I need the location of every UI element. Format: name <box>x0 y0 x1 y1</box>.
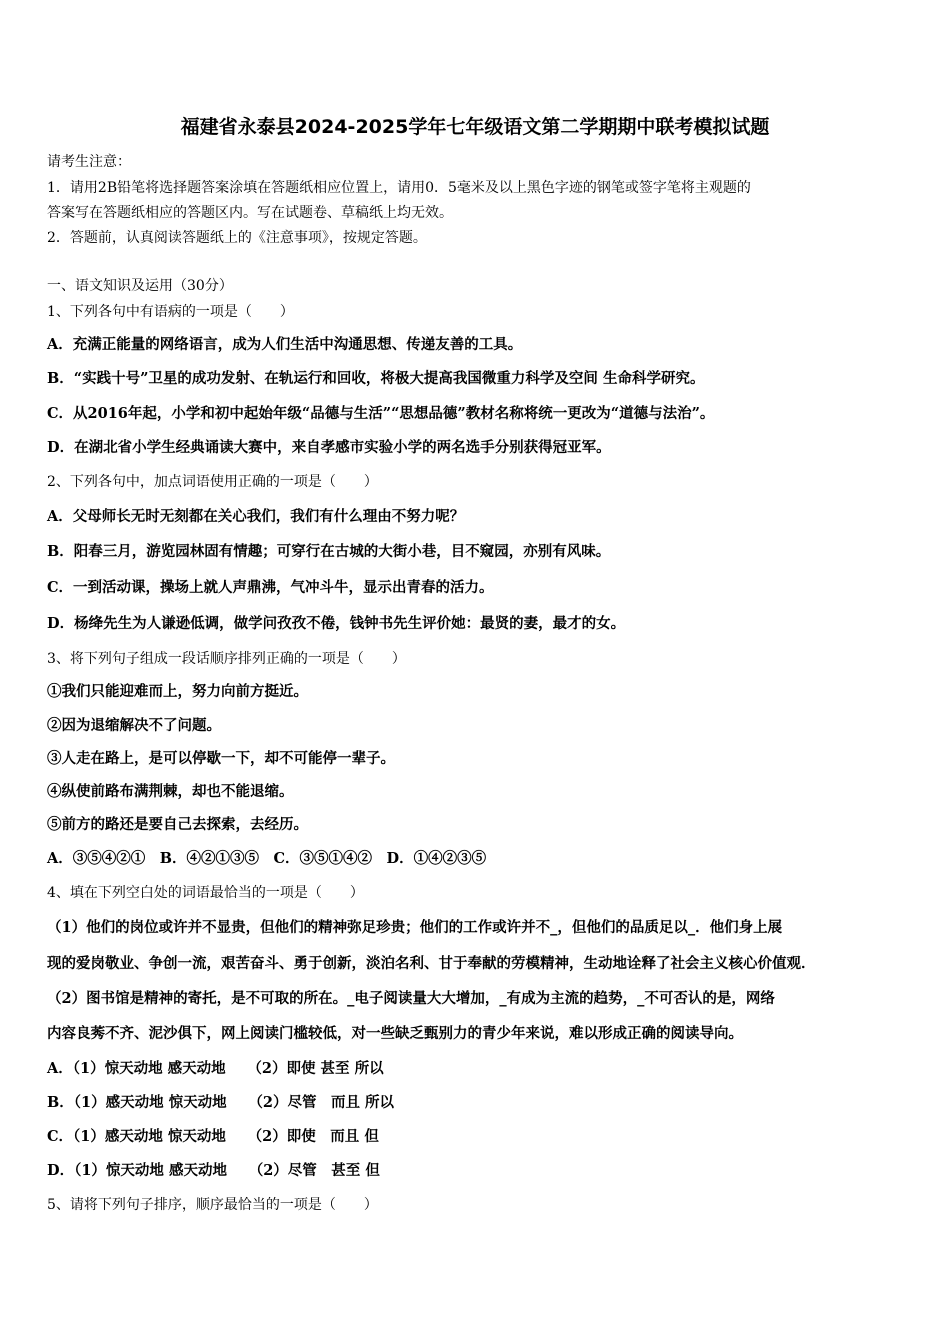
question-3-sentence-5: ⑤前方的路还是要自己去探索，去经历。 <box>47 816 308 833</box>
question-2-option-a: A．父母师长无时无刻都在关心我们，我们有什么理由不努力呢？ <box>47 508 465 525</box>
question-3-sentence-2: ②因为退缩解决不了问题。 <box>47 717 221 734</box>
notice-line-3: 2．答题前，认真阅读答题纸上的《注意事项》，按规定答题。 <box>47 230 427 246</box>
question-1-option-a: A．充满正能量的网络语言，成为人们生活中沟通思想、传递友善的工具。 <box>47 336 523 353</box>
question-1-option-d: D．在湖北省小学生经典诵读大赛中，来自孝感市实验小学的两名选手分别获得冠亚军。 <box>47 439 611 456</box>
notice-heading: 请考生注意： <box>47 154 131 170</box>
question-5-stem: 5、请将下列句子排序，顺序最恰当的一项是（ ） <box>47 1197 378 1213</box>
question-1-option-b: B．“实践十号”卫星的成功发射、在轨运行和回收，将极大提高我国微重力科学及空间 生命科学研究。 <box>47 370 705 387</box>
question-4-passage-2-line-2: 内容良莠不齐、泥沙俱下，网上阅读门槛较低，对一些缺乏甄别力的青少年来说，难以形成正确的阅读导向。 <box>47 1025 743 1042</box>
question-3-sentence-1: ①我们只能迎难而上，努力向前方挺近。 <box>47 683 308 700</box>
question-4-passage-1-line-1: （1）他们的岗位或许并不显贵，但他们的精神弥足珍贵；他们的工作或许并不_，但他们的品质足以_．他们身上展 <box>47 919 783 936</box>
question-2-option-b: B．阳春三月，游览园林固有情趣；可穿行在古城的大街小巷，目不窥园，亦别有风味。 <box>47 543 611 560</box>
question-2-stem: 2、下列各句中，加点词语使用正确的一项是（ ） <box>47 474 378 490</box>
question-2-option-c: C．一到活动课，操场上就人声鼎沸，气冲斗牛，显示出青春的活力。 <box>47 579 494 596</box>
question-4-option-c: C．（1）感天动地 惊天动地 （2）即使 而且 但 <box>47 1128 379 1145</box>
question-1-stem: 1、下列各句中有语病的一项是（ ） <box>47 304 294 320</box>
notice-line-1: 1．请用2B铅笔将选择题答案涂填在答题纸相应位置上，请用0．5毫米及以上黑色字迹的钢笔或签字笔将主观题的 <box>47 180 751 196</box>
section-heading: 一、语文知识及运用（30分） <box>47 278 233 294</box>
question-3-stem: 3、将下列句子组成一段话顺序排列正确的一项是（ ） <box>47 651 406 667</box>
question-3-options: A．③⑤④②① B．④②①③⑤ C．③⑤①④② D．①④②③⑤ <box>47 850 487 867</box>
question-2-option-d: D．杨绛先生为人谦逊低调，做学问孜孜不倦，钱钟书先生评价她：最贤的妻，最才的女。 <box>47 615 626 632</box>
page-title: 福建省永泰县2024-2025学年七年级语文第二学期期中联考模拟试题 <box>180 116 770 138</box>
question-4-option-d: D．（1）惊天动地 感天动地 （2）尽管 甚至 但 <box>47 1162 380 1179</box>
question-3-sentence-3: ③人走在路上，是可以停歇一下，却不可能停一辈子。 <box>47 750 395 767</box>
notice-line-2: 答案写在答题纸相应的答题区内。写在试题卷、草稿纸上均无效。 <box>47 205 453 221</box>
question-4-passage-2-line-1: （2）图书馆是精神的寄托，是不可取的所在。_电子阅读量大大增加，_有成为主流的趋势，_不可否认的是，网络 <box>47 990 775 1007</box>
question-4-passage-1-line-2: 现的爱岗敬业、争创一流，艰苦奋斗、勇于创新，淡泊名利、甘于奉献的劳模精神，生动地诠释了社会主义核心价值观． <box>47 955 816 972</box>
question-4-option-b: B．（1）感天动地 惊天动地 （2）尽管 而且 所以 <box>47 1094 395 1111</box>
question-4-stem: 4、填在下列空白处的词语最恰当的一项是（ ） <box>47 885 364 901</box>
question-3-sentence-4: ④纵使前路布满荆棘，却也不能退缩。 <box>47 783 294 800</box>
question-4-option-a: A．（1）惊天动地 感天动地 （2）即使 甚至 所以 <box>47 1060 384 1077</box>
question-1-option-c: C．从2016年起，小学和初中起始年级“品德与生活”“思想品德”教材名称将统一更改为“道德与法治”。 <box>47 405 715 422</box>
